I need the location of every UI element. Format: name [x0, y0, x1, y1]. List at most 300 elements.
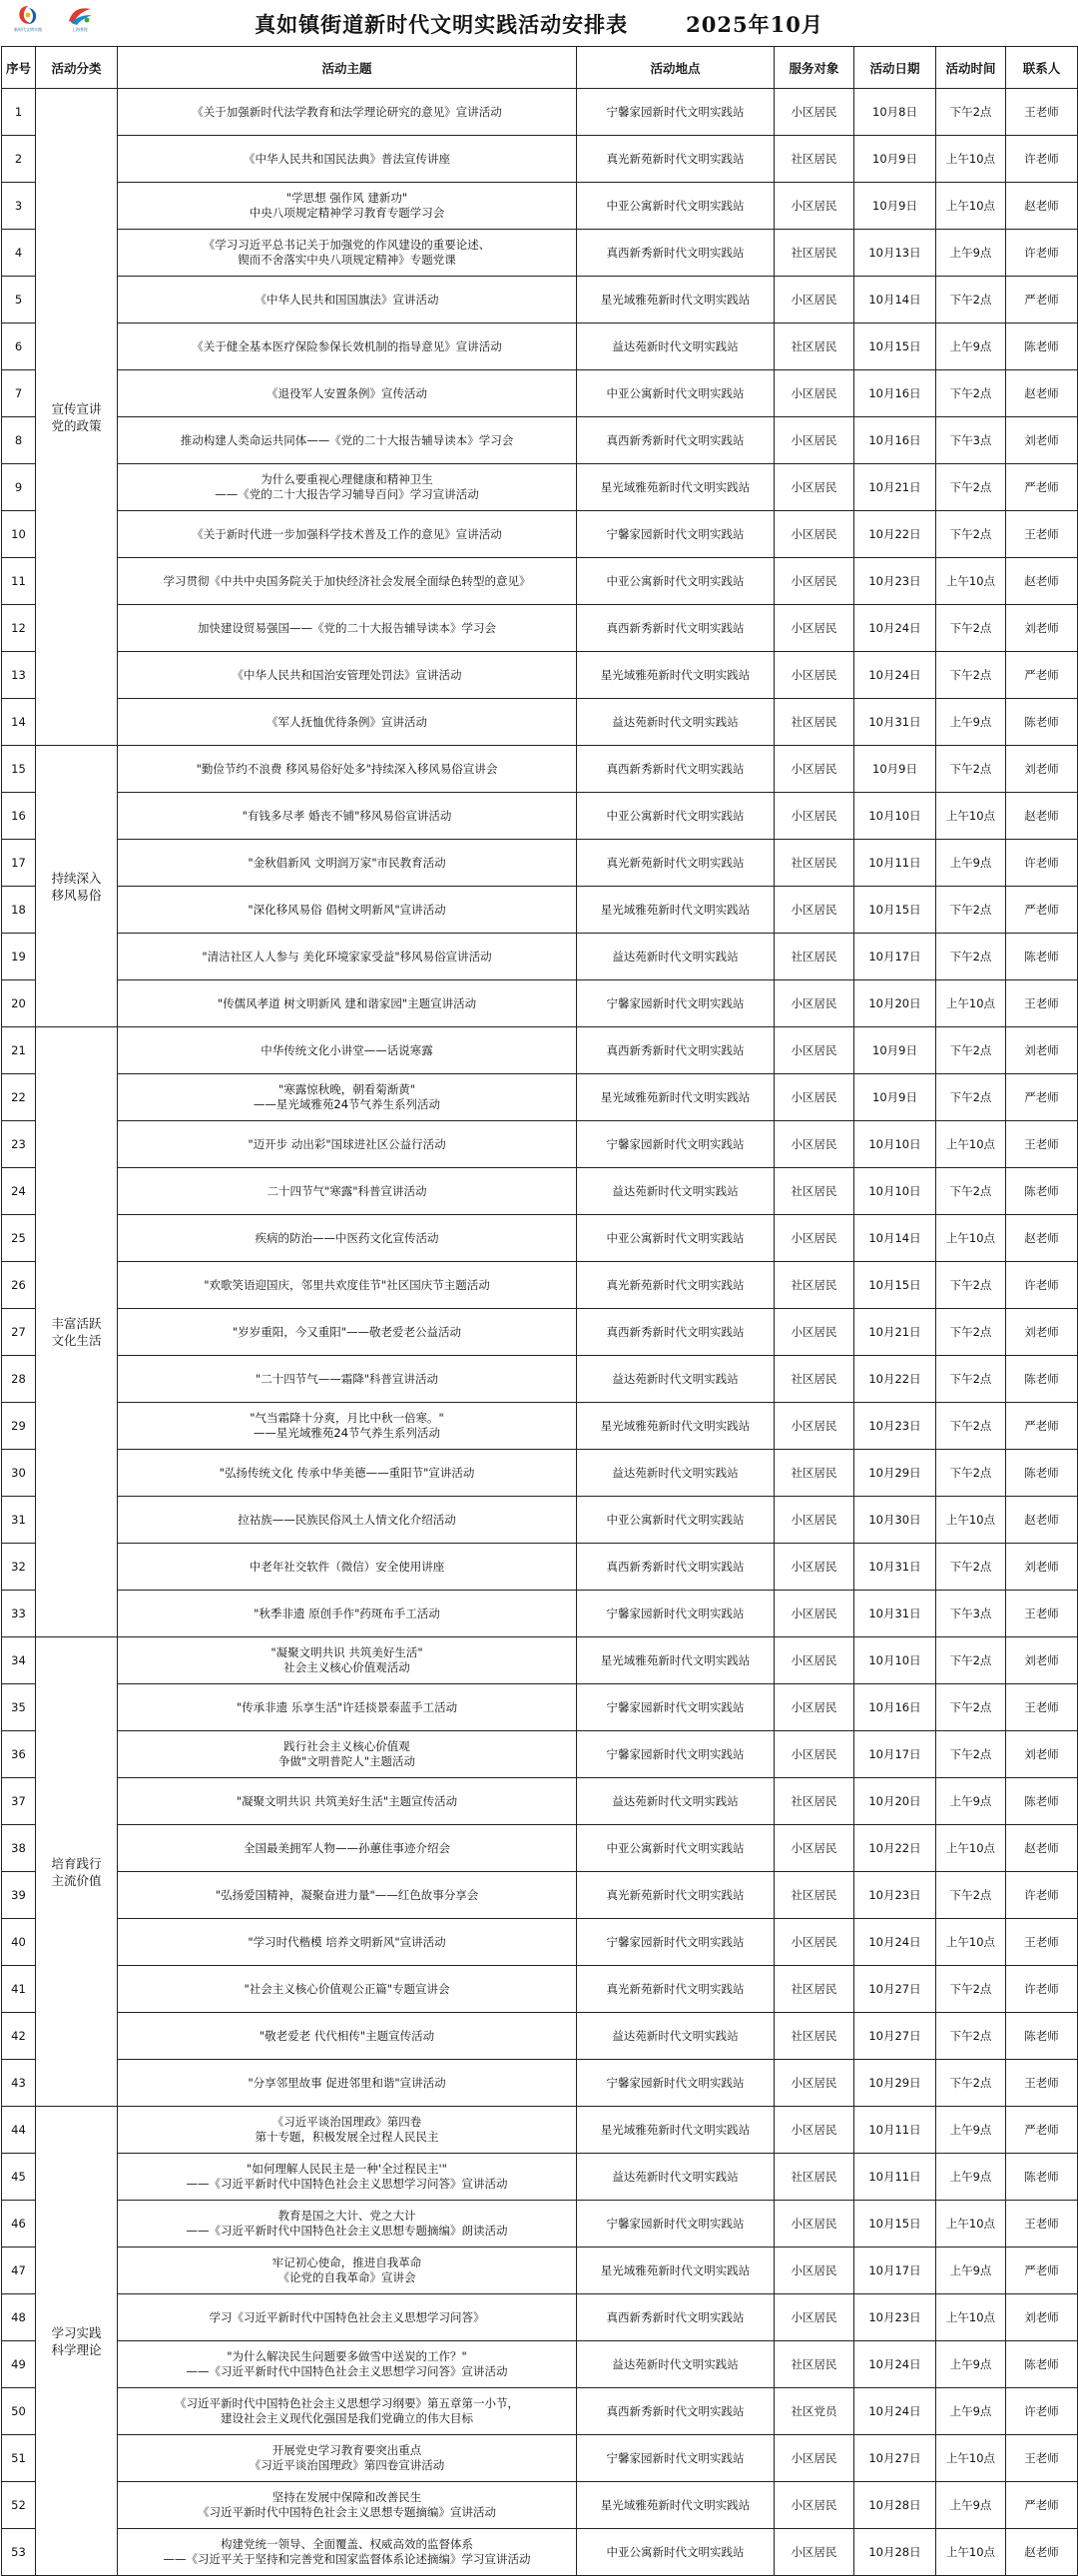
header-index: 序号	[2, 47, 36, 89]
table-row	[2, 840, 1078, 887]
cell-contact: 严老师	[1006, 1074, 1078, 1121]
cell-location: 真西新秀新时代文明实践站	[577, 2388, 775, 2435]
cell-date: 10月15日	[854, 1262, 936, 1309]
cell-time: 上午9点	[936, 230, 1006, 277]
table-row	[2, 1168, 1078, 1215]
cell-index: 20	[2, 980, 36, 1027]
cell-date: 10月21日	[854, 1309, 936, 1356]
cell-topic: 《中华人民共和国治安管理处罚法》宣讲活动	[118, 652, 577, 699]
cell-audience: 社区居民	[775, 136, 854, 183]
cell-index: 31	[2, 1497, 36, 1544]
table-row	[2, 1919, 1078, 1966]
cell-topic: "分享邻里故事 促进邻里和谐"宣讲活动	[118, 2060, 577, 2107]
cell-index: 30	[2, 1450, 36, 1497]
title-month: 2025年10月	[686, 12, 823, 37]
table-header-row	[2, 47, 1078, 89]
cell-topic: 牢记初心使命，推进自我革命 《论党的自我革命》宣讲会	[118, 2248, 577, 2294]
cell-date: 10月15日	[854, 887, 936, 934]
cell-index: 13	[2, 652, 36, 699]
cell-audience: 社区居民	[775, 2154, 854, 2201]
cell-index: 34	[2, 1637, 36, 1684]
table-row	[2, 1731, 1078, 1778]
table-row	[2, 1356, 1078, 1403]
cell-time: 上午9点	[936, 2154, 1006, 2201]
cell-location: 中亚公寓新时代文明实践站	[577, 1215, 775, 1262]
cell-audience: 小区居民	[775, 1027, 854, 1074]
cell-contact: 赵老师	[1006, 183, 1078, 230]
cell-contact: 陈老师	[1006, 2013, 1078, 2060]
cell-contact: 赵老师	[1006, 1825, 1078, 1872]
cell-location: 益达苑新时代文明实践站	[577, 2013, 775, 2060]
cell-topic: 《关于新时代进一步加强科学技术普及工作的意见》宣讲活动	[118, 511, 577, 558]
cell-contact: 刘老师	[1006, 417, 1078, 464]
cell-contact: 赵老师	[1006, 1215, 1078, 1262]
table-row	[2, 1497, 1078, 1544]
table-row	[2, 887, 1078, 934]
cell-location: 宁馨家园新时代文明实践站	[577, 1731, 775, 1778]
cell-topic: "金秋倡新风 文明润万家"市民教育活动	[118, 840, 577, 887]
cell-index: 16	[2, 793, 36, 840]
cell-audience: 小区居民	[775, 417, 854, 464]
cell-audience: 小区居民	[775, 277, 854, 323]
cell-topic: "深化移风易俗 倡树文明新风"宣讲活动	[118, 887, 577, 934]
cell-contact: 严老师	[1006, 277, 1078, 323]
cell-contact: 赵老师	[1006, 558, 1078, 605]
cell-time: 上午9点	[936, 2388, 1006, 2435]
cell-contact: 严老师	[1006, 887, 1078, 934]
cell-date: 10月24日	[854, 2388, 936, 2435]
cell-topic: 《关于健全基本医疗保险参保长效机制的指导意见》宣讲活动	[118, 323, 577, 370]
cell-location: 中亚公寓新时代文明实践站	[577, 370, 775, 417]
cell-time: 下午2点	[936, 1684, 1006, 1731]
cell-date: 10月24日	[854, 1919, 936, 1966]
cell-audience: 小区居民	[775, 1121, 854, 1168]
cell-topic: "勤俭节约不浪费 移风易俗好处多"持续深入移风易俗宣讲会	[118, 746, 577, 793]
cell-time: 上午10点	[936, 2529, 1006, 2576]
cell-location: 真光新苑新时代文明实践站	[577, 840, 775, 887]
cell-audience: 小区居民	[775, 183, 854, 230]
cell-location: 星光域雅苑新时代文明实践站	[577, 652, 775, 699]
cell-location: 真西新秀新时代文明实践站	[577, 605, 775, 652]
cell-date: 10月14日	[854, 277, 936, 323]
cell-audience: 小区居民	[775, 1731, 854, 1778]
table-row	[2, 699, 1078, 746]
table-row	[2, 1450, 1078, 1497]
cell-contact: 严老师	[1006, 2248, 1078, 2294]
cell-topic: "寒露惊秋晚，朝看菊渐黄" ——星光域雅苑24节气养生系列活动	[118, 1074, 577, 1121]
cell-audience: 社区居民	[775, 1872, 854, 1919]
table-row	[2, 1262, 1078, 1309]
table-row	[2, 2107, 1078, 2154]
cell-date: 10月9日	[854, 183, 936, 230]
cell-date: 10月29日	[854, 1450, 936, 1497]
cell-topic: 中华传统文化小讲堂——话说寒露	[118, 1027, 577, 1074]
table-row	[2, 370, 1078, 417]
left-logo-text: 新时代文明实践	[14, 27, 42, 32]
cell-index: 8	[2, 417, 36, 464]
cell-contact: 陈老师	[1006, 2341, 1078, 2388]
cell-audience: 小区居民	[775, 887, 854, 934]
cell-date: 10月31日	[854, 1544, 936, 1591]
cell-topic: 加快建设贸易强国——《党的二十大报告辅导读本》学习会	[118, 605, 577, 652]
page-title	[0, 9, 1078, 39]
cell-audience: 社区居民	[775, 1966, 854, 2013]
cell-topic: 《习近平谈治国理政》第四卷 第十专题，积极发展全过程人民民主	[118, 2107, 577, 2154]
cell-time: 下午2点	[936, 370, 1006, 417]
cell-time: 上午9点	[936, 2341, 1006, 2388]
table-row	[2, 1684, 1078, 1731]
cell-topic: "传承非遗 乐享生活"许廷掞景泰蓝手工活动	[118, 1684, 577, 1731]
cell-index: 50	[2, 2388, 36, 2435]
cell-time: 上午10点	[936, 793, 1006, 840]
cell-audience: 小区居民	[775, 746, 854, 793]
cell-topic: "传儒风孝道 树文明新风 建和谐家园"主题宣讲活动	[118, 980, 577, 1027]
cell-topic: "学思想 强作风 建新功" 中央八项规定精神学习教育专题学习会	[118, 183, 577, 230]
cell-contact: 刘老师	[1006, 1637, 1078, 1684]
cell-contact: 严老师	[1006, 1403, 1078, 1450]
cell-date: 10月23日	[854, 1872, 936, 1919]
cell-index: 2	[2, 136, 36, 183]
cell-category: 丰富活跃 文化生活	[36, 1027, 118, 1637]
cell-audience: 小区居民	[775, 1309, 854, 1356]
cell-topic: "二十四节气——霜降"科普宣讲活动	[118, 1356, 577, 1403]
cell-time: 上午10点	[936, 1825, 1006, 1872]
table-row	[2, 793, 1078, 840]
cell-audience: 社区居民	[775, 840, 854, 887]
cell-index: 5	[2, 277, 36, 323]
cell-audience: 社区居民	[775, 323, 854, 370]
cell-location: 益达苑新时代文明实践站	[577, 1168, 775, 1215]
cell-time: 下午2点	[936, 1027, 1006, 1074]
cell-index: 26	[2, 1262, 36, 1309]
cell-index: 17	[2, 840, 36, 887]
cell-location: 真光新苑新时代文明实践站	[577, 136, 775, 183]
cell-location: 宁馨家园新时代文明实践站	[577, 1684, 775, 1731]
cell-location: 益达苑新时代文明实践站	[577, 1450, 775, 1497]
cell-location: 星光域雅苑新时代文明实践站	[577, 2248, 775, 2294]
cell-audience: 小区居民	[775, 1497, 854, 1544]
cell-index: 24	[2, 1168, 36, 1215]
cell-time: 上午9点	[936, 323, 1006, 370]
cell-topic: "有钱多尽孝 婚丧不铺"移风易俗宣讲活动	[118, 793, 577, 840]
cell-audience: 小区居民	[775, 1825, 854, 1872]
table-row	[2, 746, 1078, 793]
cell-index: 3	[2, 183, 36, 230]
cell-contact: 刘老师	[1006, 605, 1078, 652]
cell-contact: 陈老师	[1006, 934, 1078, 980]
cell-audience: 小区居民	[775, 2482, 854, 2529]
header-topic: 活动主题	[118, 47, 577, 89]
cell-audience: 小区居民	[775, 558, 854, 605]
header-audience: 服务对象	[775, 47, 854, 89]
cell-topic: 教育是国之大计、党之大计 ——《习近平新时代中国特色社会主义思想专题摘编》朗读活动	[118, 2201, 577, 2248]
cell-contact: 许老师	[1006, 1872, 1078, 1919]
cell-time: 下午2点	[936, 464, 1006, 511]
cell-date: 10月22日	[854, 511, 936, 558]
cell-topic: "弘扬爱国精神，凝聚奋进力量"——红色故事分享会	[118, 1872, 577, 1919]
cell-audience: 小区居民	[775, 793, 854, 840]
cell-time: 上午10点	[936, 183, 1006, 230]
cell-location: 宁馨家园新时代文明实践站	[577, 1591, 775, 1637]
cell-audience: 小区居民	[775, 1544, 854, 1591]
cell-date: 10月10日	[854, 1637, 936, 1684]
cell-location: 宁馨家园新时代文明实践站	[577, 89, 775, 136]
cell-location: 星光域雅苑新时代文明实践站	[577, 2482, 775, 2529]
cell-contact: 王老师	[1006, 980, 1078, 1027]
cell-topic: 二十四节气"寒露"科普宣讲活动	[118, 1168, 577, 1215]
cell-date: 10月22日	[854, 1356, 936, 1403]
cell-time: 下午2点	[936, 1966, 1006, 2013]
cell-contact: 陈老师	[1006, 1778, 1078, 1825]
cell-index: 23	[2, 1121, 36, 1168]
cell-contact: 刘老师	[1006, 1027, 1078, 1074]
cell-time: 下午2点	[936, 1309, 1006, 1356]
cell-date: 10月17日	[854, 1731, 936, 1778]
cell-time: 上午10点	[936, 136, 1006, 183]
cell-index: 6	[2, 323, 36, 370]
header-time: 活动时间	[936, 47, 1006, 89]
table-row	[2, 136, 1078, 183]
cell-index: 53	[2, 2529, 36, 2576]
cell-location: 真西新秀新时代文明实践站	[577, 1309, 775, 1356]
cell-index: 22	[2, 1074, 36, 1121]
cell-audience: 小区居民	[775, 1591, 854, 1637]
cell-audience: 小区居民	[775, 1074, 854, 1121]
cell-topic: 学习《习近平新时代中国特色社会主义思想学习问答》	[118, 2294, 577, 2341]
cell-audience: 小区居民	[775, 652, 854, 699]
header-category: 活动分类	[36, 47, 118, 89]
cell-contact: 陈老师	[1006, 2154, 1078, 2201]
cell-audience: 社区居民	[775, 699, 854, 746]
cell-date: 10月22日	[854, 1825, 936, 1872]
cell-time: 下午3点	[936, 1591, 1006, 1637]
header-date: 活动日期	[854, 47, 936, 89]
cell-time: 上午10点	[936, 2201, 1006, 2248]
cell-audience: 小区居民	[775, 1215, 854, 1262]
cell-topic: "凝聚文明共识 共筑美好生活" 社会主义核心价值观活动	[118, 1637, 577, 1684]
cell-index: 19	[2, 934, 36, 980]
cell-date: 10月24日	[854, 605, 936, 652]
cell-topic: 开展党史学习教育要突出重点 《习近平谈治国理政》第四卷宣讲活动	[118, 2435, 577, 2482]
cell-index: 11	[2, 558, 36, 605]
cell-date: 10月16日	[854, 417, 936, 464]
table-row	[2, 277, 1078, 323]
cell-contact: 赵老师	[1006, 2529, 1078, 2576]
title-text: 真如镇街道新时代文明实践活动安排表	[255, 12, 629, 37]
table-body	[2, 89, 1078, 2576]
cell-date: 10月9日	[854, 136, 936, 183]
page-header	[0, 0, 1078, 46]
cell-contact: 严老师	[1006, 2482, 1078, 2529]
cell-contact: 王老师	[1006, 1684, 1078, 1731]
cell-index: 10	[2, 511, 36, 558]
cell-topic: 《关于加强新时代法学教育和法学理论研究的意见》宣讲活动	[118, 89, 577, 136]
cell-date: 10月31日	[854, 1591, 936, 1637]
cell-index: 7	[2, 370, 36, 417]
cell-topic: 《军人抚恤优待条例》宣讲活动	[118, 699, 577, 746]
table-row	[2, 1637, 1078, 1684]
cell-index: 14	[2, 699, 36, 746]
cell-time: 下午2点	[936, 277, 1006, 323]
cell-contact: 刘老师	[1006, 746, 1078, 793]
cell-date: 10月27日	[854, 1966, 936, 2013]
cell-time: 上午10点	[936, 1121, 1006, 1168]
table-row	[2, 417, 1078, 464]
cell-topic: "迈开步 动出彩"国球进社区公益行活动	[118, 1121, 577, 1168]
cell-audience: 社区党员	[775, 2388, 854, 2435]
cell-audience: 社区居民	[775, 934, 854, 980]
cell-index: 41	[2, 1966, 36, 2013]
cell-topic: "为什么解决民生问题要多做雪中送炭的工作？" ——《习近平新时代中国特色社会主义思想学习问答》宣讲活动	[118, 2341, 577, 2388]
cell-audience: 小区居民	[775, 1684, 854, 1731]
cell-location: 真西新秀新时代文明实践站	[577, 2294, 775, 2341]
cell-date: 10月23日	[854, 2294, 936, 2341]
cell-topic: 《退役军人安置条例》宣传活动	[118, 370, 577, 417]
cell-time: 上午10点	[936, 980, 1006, 1027]
cell-index: 9	[2, 464, 36, 511]
cell-date: 10月15日	[854, 323, 936, 370]
cell-index: 39	[2, 1872, 36, 1919]
cell-date: 10月20日	[854, 980, 936, 1027]
activity-schedule-table	[1, 46, 1078, 2576]
cell-topic: "学习时代楷模 培养文明新风"宣讲活动	[118, 1919, 577, 1966]
cell-index: 45	[2, 2154, 36, 2201]
table-row	[2, 1027, 1078, 1074]
table-row	[2, 2201, 1078, 2248]
cell-topic: 拉祜族——民族民俗风土人情文化介绍活动	[118, 1497, 577, 1544]
cell-index: 38	[2, 1825, 36, 1872]
table-row	[2, 2013, 1078, 2060]
table-row	[2, 652, 1078, 699]
cell-audience: 小区居民	[775, 89, 854, 136]
cell-topic: 构建党统一领导、全面覆盖、权威高效的监督体系 ——《习近平关于坚持和完善党和国家监督体系论述摘编》学习宣讲活动	[118, 2529, 577, 2576]
table-row	[2, 1215, 1078, 1262]
cell-time: 上午9点	[936, 2482, 1006, 2529]
cell-topic: 践行社会主义核心价值观 争做"文明普陀人"主题活动	[118, 1731, 577, 1778]
cell-time: 下午2点	[936, 605, 1006, 652]
cell-contact: 陈老师	[1006, 323, 1078, 370]
cell-category: 学习实践 科学理论	[36, 2107, 118, 2576]
cell-location: 益达苑新时代文明实践站	[577, 934, 775, 980]
cell-audience: 小区居民	[775, 2529, 854, 2576]
cell-time: 下午2点	[936, 1262, 1006, 1309]
cell-location: 星光域雅苑新时代文明实践站	[577, 887, 775, 934]
cell-contact: 严老师	[1006, 652, 1078, 699]
cell-audience: 社区居民	[775, 1356, 854, 1403]
cell-date: 10月10日	[854, 1168, 936, 1215]
cell-location: 宁馨家园新时代文明实践站	[577, 2060, 775, 2107]
cell-topic: "敬老爱老 代代相传"主题宣传活动	[118, 2013, 577, 2060]
cell-location: 星光域雅苑新时代文明实践站	[577, 2107, 775, 2154]
cell-topic: 《中华人民共和国民法典》普法宣传讲座	[118, 136, 577, 183]
header-contact: 联系人	[1006, 47, 1078, 89]
cell-time: 下午2点	[936, 89, 1006, 136]
cell-date: 10月31日	[854, 699, 936, 746]
cell-contact: 王老师	[1006, 1591, 1078, 1637]
cell-topic: 推动构建人类命运共同体——《党的二十大报告辅导读本》学习会	[118, 417, 577, 464]
cell-audience: 小区居民	[775, 1637, 854, 1684]
cell-contact: 王老师	[1006, 511, 1078, 558]
cell-location: 真光新苑新时代文明实践站	[577, 1872, 775, 1919]
cell-date: 10月23日	[854, 558, 936, 605]
cell-contact: 王老师	[1006, 89, 1078, 136]
cell-time: 下午2点	[936, 887, 1006, 934]
cell-topic: "欢歌笑语迎国庆，邻里共欢度佳节"社区国庆节主题活动	[118, 1262, 577, 1309]
cell-location: 真西新秀新时代文明实践站	[577, 417, 775, 464]
cell-audience: 小区居民	[775, 2201, 854, 2248]
cell-time: 下午3点	[936, 417, 1006, 464]
cell-category: 持续深入 移风易俗	[36, 746, 118, 1027]
cell-audience: 小区居民	[775, 1403, 854, 1450]
cell-time: 上午10点	[936, 558, 1006, 605]
table-row	[2, 605, 1078, 652]
cell-contact: 许老师	[1006, 2388, 1078, 2435]
cell-index: 44	[2, 2107, 36, 2154]
cell-time: 下午2点	[936, 1544, 1006, 1591]
cell-date: 10月28日	[854, 2529, 936, 2576]
cell-topic: "岁岁重阳，今又重阳"——敬老爱老公益活动	[118, 1309, 577, 1356]
cell-index: 29	[2, 1403, 36, 1450]
cell-date: 10月24日	[854, 652, 936, 699]
cell-audience: 社区居民	[775, 1778, 854, 1825]
cell-time: 上午10点	[936, 1497, 1006, 1544]
cell-audience: 小区居民	[775, 980, 854, 1027]
cell-index: 4	[2, 230, 36, 277]
cell-audience: 小区居民	[775, 2060, 854, 2107]
cell-location: 真西新秀新时代文明实践站	[577, 230, 775, 277]
cell-date: 10月16日	[854, 1684, 936, 1731]
cell-contact: 陈老师	[1006, 1450, 1078, 1497]
cell-location: 益达苑新时代文明实践站	[577, 2154, 775, 2201]
cell-audience: 社区居民	[775, 2013, 854, 2060]
cell-topic: "凝聚文明共识 共筑美好生活"主题宣传活动	[118, 1778, 577, 1825]
cell-contact: 许老师	[1006, 136, 1078, 183]
cell-index: 43	[2, 2060, 36, 2107]
table-row	[2, 2341, 1078, 2388]
cell-index: 28	[2, 1356, 36, 1403]
cell-date: 10月17日	[854, 2248, 936, 2294]
cell-index: 40	[2, 1919, 36, 1966]
cell-location: 中亚公寓新时代文明实践站	[577, 1497, 775, 1544]
cell-date: 10月8日	[854, 89, 936, 136]
cell-location: 益达苑新时代文明实践站	[577, 699, 775, 746]
cell-contact: 刘老师	[1006, 1544, 1078, 1591]
cell-topic: "如何理解人民民主是一种'全过程民主'" ——《习近平新时代中国特色社会主义思想学习问答》宣讲活动	[118, 2154, 577, 2201]
table-row	[2, 2248, 1078, 2294]
cell-location: 中亚公寓新时代文明实践站	[577, 183, 775, 230]
cell-category: 宣传宣讲 党的政策	[36, 89, 118, 746]
cell-topic: "秋季非遗 原创手作"药斑布手工活动	[118, 1591, 577, 1637]
table-row	[2, 89, 1078, 136]
cell-location: 中亚公寓新时代文明实践站	[577, 2529, 775, 2576]
table-row	[2, 2388, 1078, 2435]
cell-time: 下午2点	[936, 934, 1006, 980]
cell-time: 下午2点	[936, 652, 1006, 699]
cell-date: 10月13日	[854, 230, 936, 277]
table-row	[2, 1966, 1078, 2013]
right-logo-text: 上海普陀	[72, 27, 88, 32]
cell-topic: 《中华人民共和国国旗法》宣讲活动	[118, 277, 577, 323]
cell-contact: 许老师	[1006, 840, 1078, 887]
cell-date: 10月11日	[854, 840, 936, 887]
cell-location: 益达苑新时代文明实践站	[577, 323, 775, 370]
cell-time: 上午9点	[936, 699, 1006, 746]
table-row	[2, 934, 1078, 980]
cell-audience: 小区居民	[775, 464, 854, 511]
cell-audience: 小区居民	[775, 511, 854, 558]
cell-topic: "气当霜降十分爽，月比中秋一倍寒。" ——星光域雅苑24节气养生系列活动	[118, 1403, 577, 1450]
cell-topic: 全国最美拥军人物——孙蕙佳事迹介绍会	[118, 1825, 577, 1872]
